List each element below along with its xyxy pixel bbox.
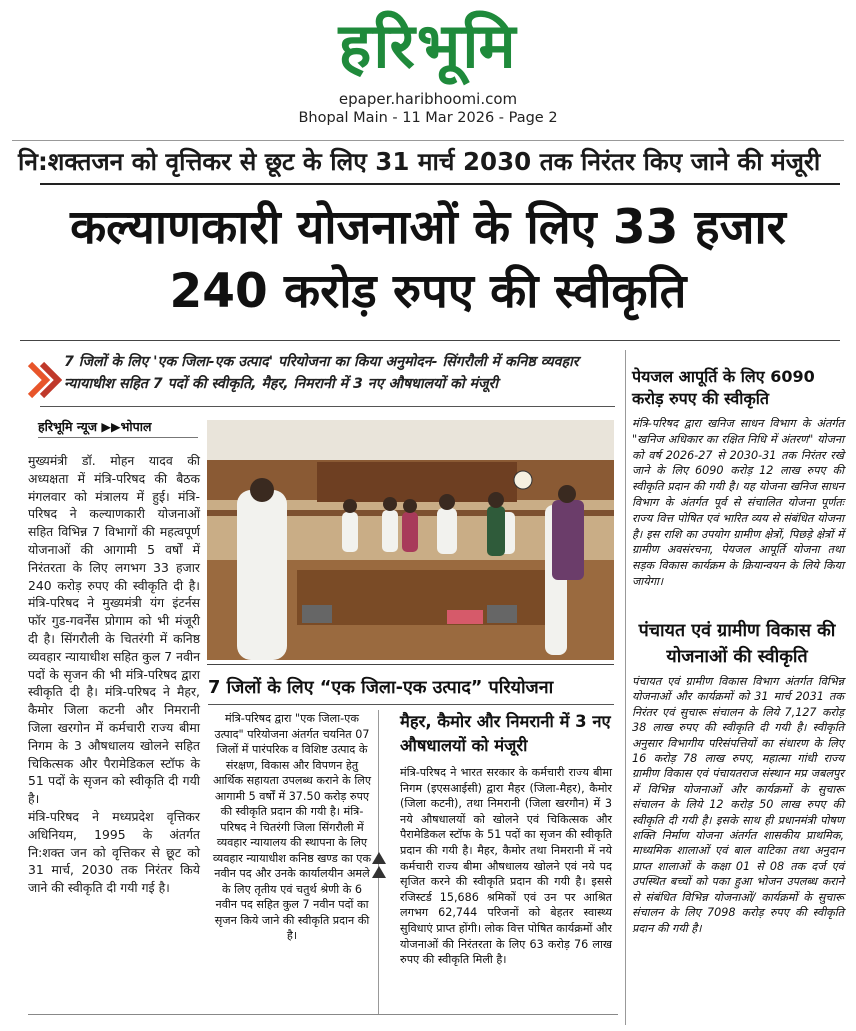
- divider: [38, 437, 198, 438]
- triangle-up-icon: [372, 852, 386, 882]
- sidebar-text-panchayat: पंचायत एवं ग्रामीण विकास विभाग अंतर्गत विभिन्न योजनाओं और कार्यक्रमों को 31 मार्च 2031 तक निरंतर एवं सुचारू संचालन के लिये 7,127 करोड़ 38 लाख रुपए की स्वीकृति दी गयी है। स्वीकृति अनुसार विभागीय परिसंपत्तियों का संधारण के लिए 16 करोड़ 78 लाख रुपए, महात्मा गांधी राज्य ग्रामीण विकास एवं पंचायतराज संस्थान मप्र जबलपुर में विभिन्न योजनाओं और कार्यक्रमों के सुचारू संचालन के लिये 12 करोड़ 50 लाख रुपए की स्वीकृति दी गयी है। इसके साथ ही प्रधानमंत्री पोषण शक्ति निर्माण योजना अंतर्गत शासकीय प्राथमिक, माध्यमिक शालाओं एवं बाल वाटिका तथा अनुदान प्राप्त शालाओं के कक्षा 01 से 08 तक दर्ज एवं उपस्थित बच्चों को पका हुआ भोजन उपलब्ध कराने से संबंधित विभिन्न योजनाओं/ कार्यक्रमों के सुचारू संचालन के लिए 7098 करोड़ रुपए की स्वीकृति प्रदान की गयी है।: [632, 675, 844, 935]
- column-divider: [625, 350, 626, 1025]
- photo-illustration: [207, 420, 614, 660]
- chevron-right-icon: [26, 360, 62, 400]
- edition-info: Bhopal Main - 11 Mar 2026 - Page 2: [298, 110, 558, 126]
- sidebar-text-water: मंत्रि-परिषद द्वारा खनिज साधन विभाग के अंतर्गत "खनिज अधिकार का रक्षित निधि में अंतरण" योजना को वर्ष 2026-27 से 2030-31 तक निरंतर रखे जाने के लिए 6090 करोड़ 12 लाख रुपए की स्वीकृति प्रदान की गयी है। यह योजना खनिज साधन विभाग के अंतर्गत पूर्व से संचालित योजना पूर्णतः राज्य वित्त पोषित एवं भारित व्यय से संबंधित योजना है। इस राशि का उपयोग ग्रामीण क्षेत्रों, पिछड़े क्षेत्रों में ग्रामीण अवसंरचना, पेयजल आपूर्ति योजना तथा सड़क विकास कार्यक्रम के क्रियान्वयन के लिये किया जायेगा।: [632, 417, 844, 588]
- article-headline: कल्याणकारी योजनाओं के लिए 33 हजार 240 करोड़ रुपए की स्वीकृति: [70, 200, 786, 319]
- article-kicker: नि:शक्तजन को वृत्तिकर से छूट के लिए 31 मार्च 2030 तक निरंतर किए जाने की मंजूरी: [18, 147, 821, 176]
- divider: [20, 340, 840, 341]
- divider: [40, 183, 840, 185]
- divider: [208, 704, 614, 705]
- body-paragraph: मुख्यमंत्री डॉ. मोहन यादव की अध्यक्षता में मंत्रि-परिषद की बैठक मंगलवार को मंत्रालय में हुई। मंत्रि-परिषद ने कल्याणकारी योजनाओं सहित विभिन्न 7 विभागों की महत्वपूर्ण योजनाओं की आगामी 5 वर्षों में निरंतरता के लिए लगभग 33 हजार 240 करोड़ रुपए की स्वीकृति दी है। मंत्रि-परिषद ने मुख्यमंत्री यंग इंटर्नस फॉर गुड-गवर्नेंस प्रोगाम को भी मंजूरी दी है। सिंगरौली के चितरंगी में कनिष्ठ व्यवहार न्यायाधीश सहित कुल 7 नवीन पदों के सृजन की भी मंत्रि-परिषद द्वारा स्वीकृति दी है। मंत्रि-परिषद ने मैहर, कैमोर जिला कटनी और निमरानी जिला खरगोन में कर्मचारी राज्य बीमा निगम के 3 औषधालय खोलने सहित चिकित्सक और पैरामेडिकल स्टॉफ के 51 पदों के सृजन को स्वीकृति दी गयी है।: [28, 453, 200, 807]
- body-paragraph: मंत्रि-परिषद ने मध्यप्रदेश वृत्तिकर अधिनियम, 1995 के अंतर्गत नि:शक्त जन को वृत्तिकर से छूट को 31 मार्च, 2030 तक निरंतर किये जाने की स्वीकृति दी गयी गई है।: [28, 808, 200, 896]
- sidebar-heading-water: पेयजल आपूर्ति के लिए 6090 करोड़ रुपए की स्वीकृति: [632, 367, 815, 408]
- divider: [12, 140, 844, 141]
- section-heading-ojop: 7 जिलों के लिए “एक जिला-एक उत्पाद” परियोजना: [208, 677, 554, 698]
- divider: [207, 664, 614, 665]
- haribhoomi-logo[interactable]: हरिभूमि: [338, 9, 518, 82]
- article-deck: 7 जिलों के लिए 'एक जिला-एक उत्पाद' परियोजना का किया अनुमोदन- सिंगरौली में कनिष्ठ व्यवहार न्यायाधीश सहित 7 पदों की स्वीकृति, मैहर, निमरानी में 3 नए औषधालयों को मंजूरी: [64, 354, 579, 392]
- sidebar-heading-panchayat: पंचायत एवं ग्रामीण विकास की योजनाओं की स्वीकृति: [638, 620, 836, 667]
- cabinet-meeting-photo: [207, 420, 614, 660]
- divider: [28, 1014, 618, 1015]
- article-body: [28, 452, 200, 897]
- divider: [40, 406, 615, 407]
- site-url[interactable]: epaper.haribhoomi.com: [338, 90, 518, 108]
- byline: हरिभूमि न्यूज ▶▶भोपाल: [38, 419, 152, 434]
- ojop-text: मंत्रि-परिषद द्वारा "एक जिला-एक उत्पाद" परियोजना अंतर्गत चयनित 07 जिलों में पारंपरिक व विशिष्ट उत्पाद के संरक्षण, विकास और विपणन हेतु आर्थिक सहायता उपलब्ध कराने के लिए आगामी 5 वर्षों में 37.50 करोड़ रुपए की स्वीकृति प्रदान की गयी है। मंत्रि-परिषद ने चितरंगी जिला सिंगरौली में व्यवहार न्यायालय की स्थापना के लिए व्यवहार न्यायाधीश कनिष्ठ खण्ड का एक नवीन पद और उनके कार्यालयीन अमले के लिए तृतीय एवं चतुर्थ श्रेणी के 6 नवीन पद सहित कुल 7 नवीन पदों का सृजन किये जाने की स्वीकृति प्रदान की है।: [212, 712, 372, 942]
- dispensaries-text: मंत्रि-परिषद ने भारत सरकार के कर्मचारी राज्य बीमा निगम (इएसआईसी) द्वारा मैहर (जिला-मैहर), कैमोर (जिला कटनी), तथा निमरानी (जिला खरगौन) में 3 नये औषधालयों को खोलने एवं चिकित्सक और पैरामेडिकल स्टॉफ के 51 पदों का सृजन की स्वीकृति प्रदान की गयी है। मैहर, कैमोर तथा निमरानी में नये कर्मचारी राज्य बीमा औषधालय खोलने एवं नये पद सृजित करने की स्वीकृति प्रदान की गयी है। इससे रजिस्टर्ड 15,686 श्रमिकों एवं उन पर आश्रित लगभग 62,744 परिजनों को बेहतर स्वास्थ्य सुविधाएं प्राप्त होंगी। लोक वित्त पोषित कार्यक्रमों और योजनाओं की निरंतरता के लिए 63 करोड़ 76 लाख रुपए की स्वीकृति मिली है।: [400, 766, 612, 967]
- section-heading-dispensaries: मैहर, कैमोर और निमरानी में 3 नए औषधालयों को मंजूरी: [400, 712, 611, 755]
